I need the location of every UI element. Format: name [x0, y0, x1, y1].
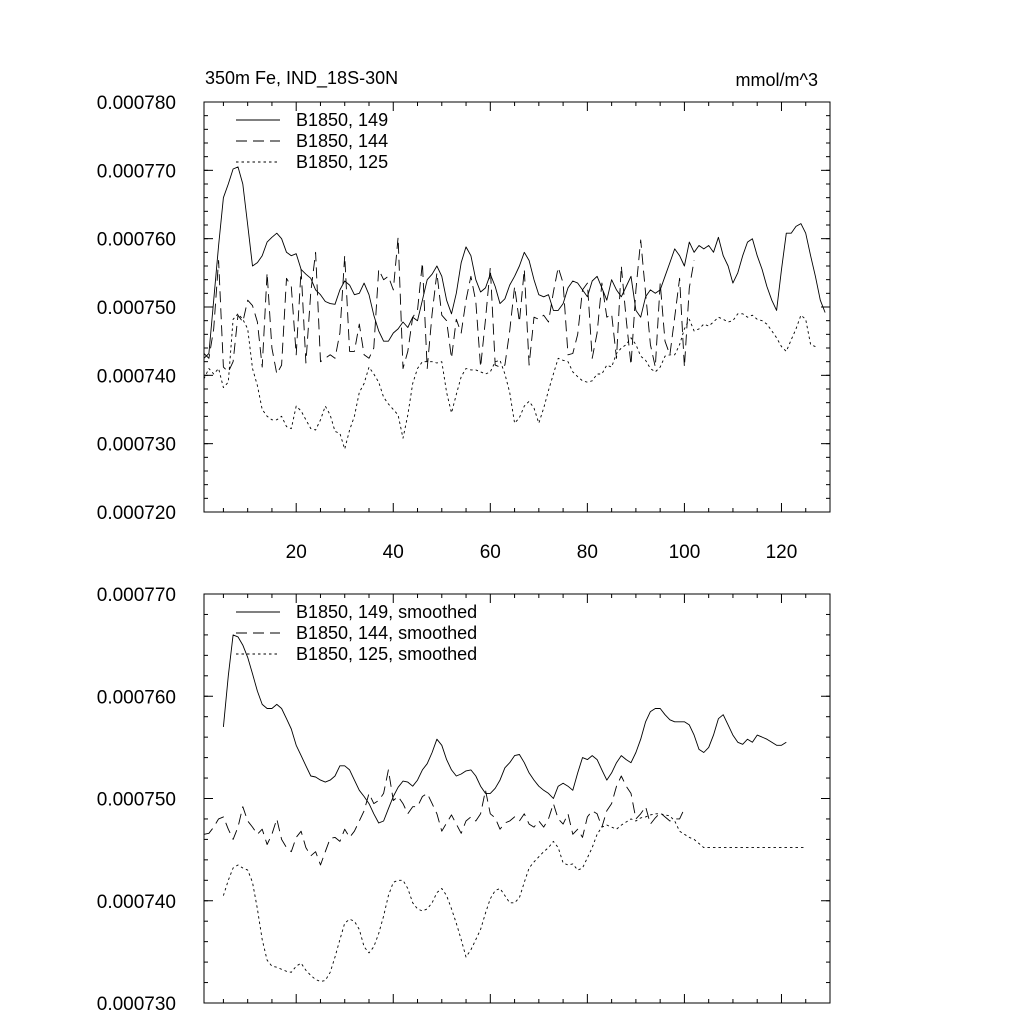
- y-tick-label: 0.000760: [96, 687, 176, 709]
- series-line-1: [204, 167, 825, 358]
- y-tick-label: 0.000780: [96, 93, 176, 114]
- top-panel: [97, 68, 830, 563]
- y-tick-label: 0.000760: [96, 229, 176, 251]
- series-line-3: [204, 314, 815, 449]
- x-tick-label: 60: [479, 542, 501, 563]
- y-tick-label: 0.000720: [96, 503, 176, 524]
- series-line-2: [204, 770, 684, 865]
- series-line-3: [223, 814, 805, 982]
- y-tick-label: 0.000770: [96, 161, 176, 183]
- chart-title: 350m Fe, IND_18S-30N: [205, 68, 399, 88]
- legend-label-3: B1850, 125: [296, 152, 389, 172]
- legend-label-1: B1850, 149, smoothed: [296, 602, 478, 622]
- y-tick-label: 0.000740: [96, 891, 176, 913]
- x-tick-label: 40: [382, 542, 404, 563]
- y-tick-label: 0.000750: [96, 298, 176, 319]
- legend-label-2: B1850, 144, smoothed: [296, 623, 478, 643]
- legend-label-2: B1850, 144: [296, 131, 389, 151]
- x-tick-label: 100: [668, 542, 701, 563]
- y-tick-label: 0.000750: [96, 789, 176, 811]
- y-tick-label: 0.000730: [96, 434, 176, 456]
- legend-label-1: B1850, 149: [296, 110, 389, 130]
- series-line-2: [204, 237, 694, 374]
- x-tick-label: 20: [285, 542, 307, 563]
- legend-label-3: B1850, 125, smoothed: [296, 644, 478, 664]
- x-tick-label: 80: [576, 542, 598, 563]
- units-label: mmol/m^3: [735, 70, 818, 90]
- y-tick-label: 0.000730: [96, 994, 176, 1015]
- x-tick-label: 120: [765, 542, 798, 563]
- y-tick-label: 0.000740: [96, 366, 176, 388]
- y-tick-label: 0.000770: [96, 585, 176, 606]
- bottom-panel: [97, 585, 830, 1015]
